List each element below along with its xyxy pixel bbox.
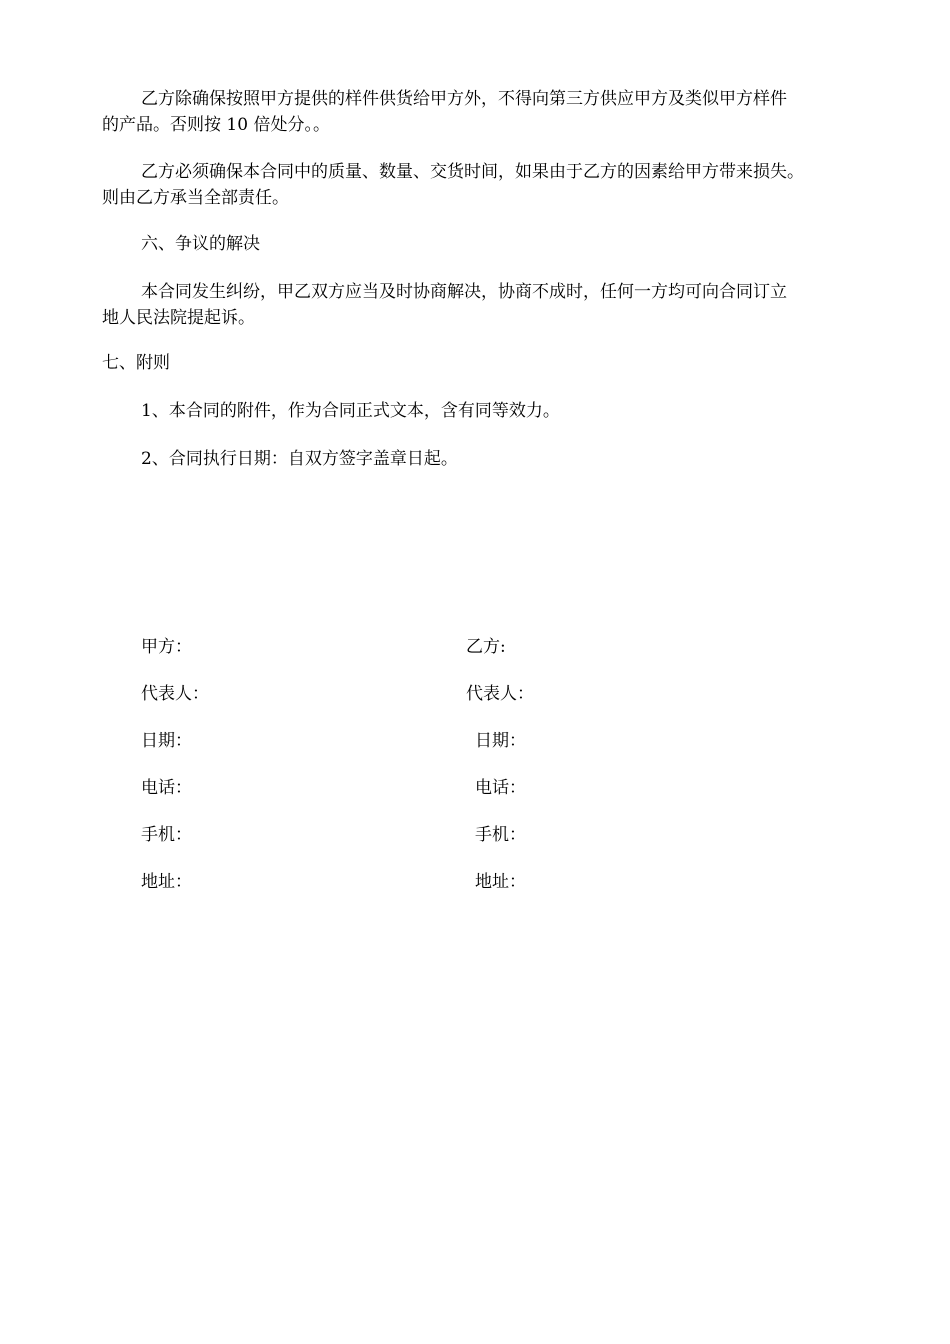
party-b-mobile-label: 手机： bbox=[475, 825, 526, 845]
section-6-heading: 六、争议的解决 bbox=[141, 234, 260, 254]
section-7-heading: 七、附则 bbox=[102, 353, 170, 373]
section-7-item: 2、合同执行日期：自双方签字盖章日起。 bbox=[141, 449, 458, 469]
clause-line: 地人民法院提起诉。 bbox=[102, 308, 255, 328]
party-b-representative-label: 代表人： bbox=[466, 684, 534, 704]
party-a-representative-label: 代表人： bbox=[141, 684, 209, 704]
clause-line: 乙方必须确保本合同中的质量、数量、交货时间，如果由于乙方的因素给甲方带来损失。 bbox=[141, 162, 804, 182]
clause-liability bbox=[102, 159, 890, 211]
clause-line: 本合同发生纠纷，甲乙双方应当及时协商解决，协商不成时，任何一方均可向合同订立 bbox=[141, 282, 787, 302]
party-b-date-label: 日期： bbox=[475, 731, 526, 751]
clause-line: 乙方除确保按照甲方提供的样件供货给甲方外，不得向第三方供应甲方及类似甲方样件 bbox=[141, 89, 787, 109]
party-b-label: 乙方: bbox=[466, 637, 506, 657]
party-b-address-label: 地址： bbox=[475, 872, 526, 892]
section-6-body bbox=[102, 279, 890, 331]
clause-line: 的产品。否则按 10 倍处分。。 bbox=[102, 115, 330, 135]
party-b-phone-label: 电话： bbox=[475, 778, 526, 798]
section-7-item: 1、本合同的附件，作为合同正式文本，含有同等效力。 bbox=[141, 401, 560, 421]
clause-supply-restriction bbox=[102, 86, 890, 138]
party-a-label: 甲方： bbox=[141, 637, 192, 657]
party-a-date-label: 日期： bbox=[141, 731, 192, 751]
clause-line: 则由乙方承当全部责任。 bbox=[102, 188, 289, 208]
party-a-phone-label: 电话： bbox=[141, 778, 192, 798]
party-a-address-label: 地址： bbox=[141, 872, 192, 892]
party-a-mobile-label: 手机： bbox=[141, 825, 192, 845]
